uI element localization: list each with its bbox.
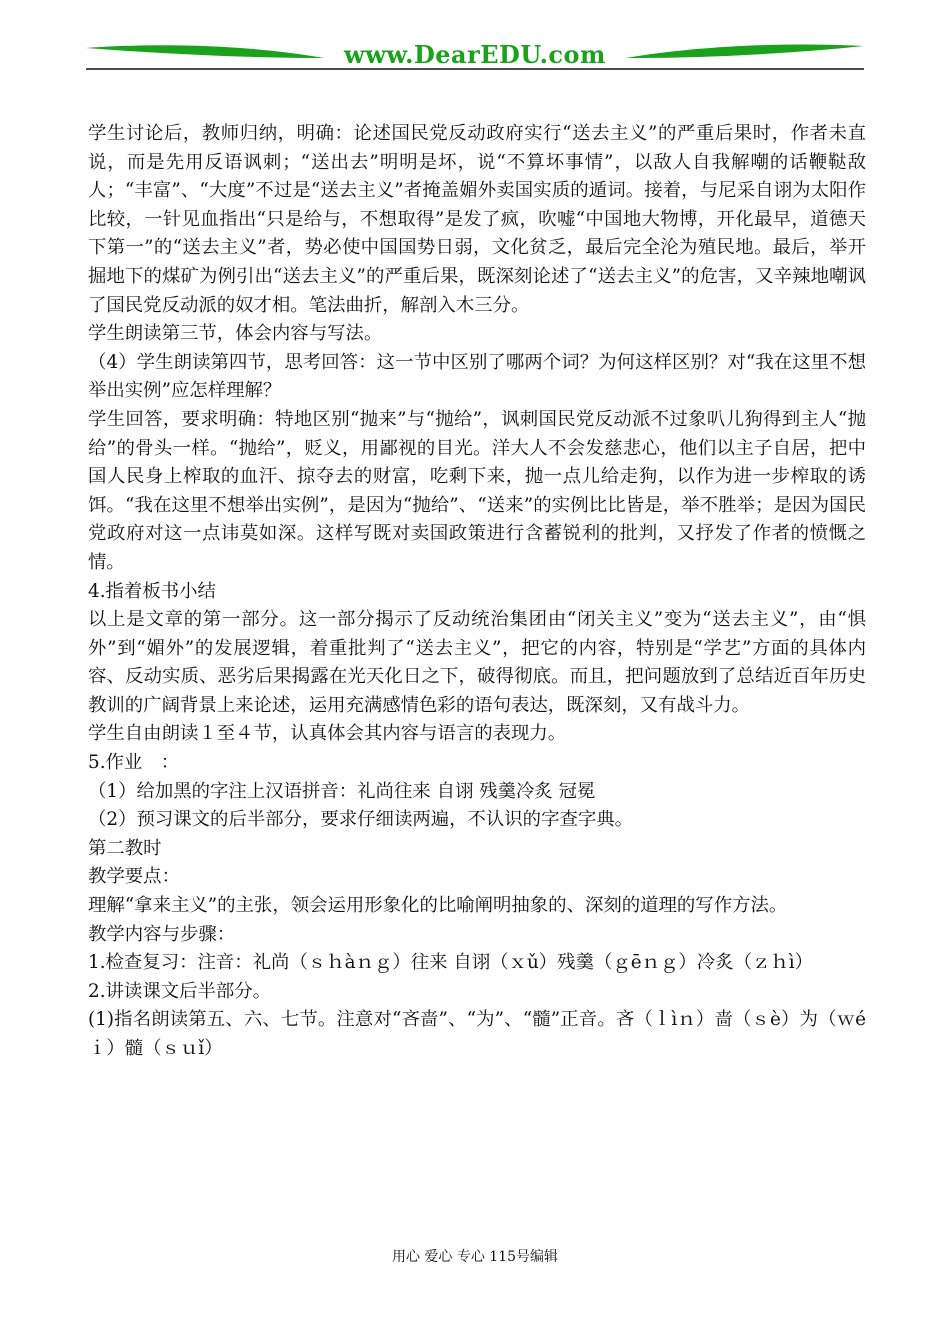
document-body (88, 120, 866, 1064)
site-name[interactable]: www.DearEDU.com (344, 40, 606, 69)
paragraph: 学生朗读第三节，体会内容与写法。 (88, 323, 383, 345)
paragraph: 学生回答，要求明确：特地区别“抛来”与“抛给”，讽刺国民党反动派不过象叭儿狗得到主人“抛给”的骨头一样。“抛给”，贬义，用鄙视的目光。洋大人不会发慈悲心，他们以主子自居，把中国人民身上榨取的血汗、掠夺去的财富，吃剩下来，抛一点儿给走狗，以作为进一步榨取的诱饵。“我在这里不想举出实例”，是因为“抛给”、“送来”的实例比比皆是，举不胜举；是因为国民党政府对这一点讳莫如深。这样写既对卖国政策进行含蓄锐利的批判，又抒发了作者的愤慨之情。 (88, 408, 866, 573)
section-heading: 第二教时 (88, 837, 162, 859)
paragraph: 4.指着板书小结 (88, 580, 216, 602)
paragraph: 教学内容与步骤： (88, 923, 236, 945)
paragraph: 学生自由朗读１至４节，认真体会其内容与语言的表现力。 (88, 723, 567, 745)
paragraph: （4）学生朗读第四节，思考回答：这一节中区别了哪两个词？为何这样区别？对“我在这里不想举出实例”应怎样理解？ (88, 351, 866, 402)
paragraph: 5.作业 ： (88, 752, 180, 774)
paragraph: 教学要点： (88, 866, 180, 888)
paragraph: (1)指名朗读第五、六、七节。注意对“吝啬”、“为”、“髓”正音。吝（ｌìｎ）啬（ｓè）为（ｗéｉ）髓（ｓｕǐ） (88, 1009, 866, 1059)
paragraph: 1.检查复习：注音：礼尚（ｓｈàｎｇ）往来 自诩（ｘǔ）残羹（ｇēｎｇ）冷炙（ｚｈì） (88, 952, 814, 974)
paragraph: （2）预习课文的后半部分，要求仔细读两遍，不认识的字查字典。 (88, 809, 634, 831)
paragraph: 学生讨论后，教师归纳，明确：论述国民党反动政府实行“送去主义”的严重后果时，作者未直说，而是先用反语讽刺；“送出去”明明是坏，说“不算坏事情”，以敌人自我解嘲的话鞭鞑敌人；“丰富”、“大度”不过是“送去主义”者掩盖媚外卖国实质的遁词。接着，与尼采自诩为太阳作比较，一针见血指出“只是给与，不想取得”是发了疯，吹嘘“中国地大物博，开化最早，道德天下第一”的“送去主义”者，势必使中国国势日弱，文化贫乏，最后完全沦为殖民地。最后，举开掘地下的煤矿为例引出“送去主义”的严重后果，既深刻论述了“送去主义”的危害，又辛辣地嘲讽了国民党反动派的奴才相。笔法曲折，解剖入木三分。 (88, 123, 866, 316)
paragraph: 2.讲读课文后半部分。 (88, 980, 272, 1002)
page-footer: 用心 爱心 专心 115号编辑 (391, 1249, 559, 1265)
paragraph: 以上是文章的第一部分。这一部分揭示了反动统治集团由“闭关主义”变为“送去主义”，由“惧外”到“媚外”的发展逻辑，着重批判了“送去主义”，把它的内容，特别是“学艺”方面的具体内容、反动实质、恶劣后果揭露在光天化日之下，破得彻底。而且，把问题放到了总结近百年历史教训的广阔背景上来论述，运用充满感情色彩的语句表达，既深刻，又有战斗力。 (88, 609, 866, 716)
paragraph: （1）给加黑的字注上汉语拼音：礼尚往来 自诩 残羹冷炙 冠冕 (88, 780, 596, 802)
paragraph: 理解“拿来主义”的主张，领会运用形象化的比喻阐明抽象的、深刻的道理的写作方法。 (88, 895, 788, 917)
site-header-banner (86, 38, 864, 72)
